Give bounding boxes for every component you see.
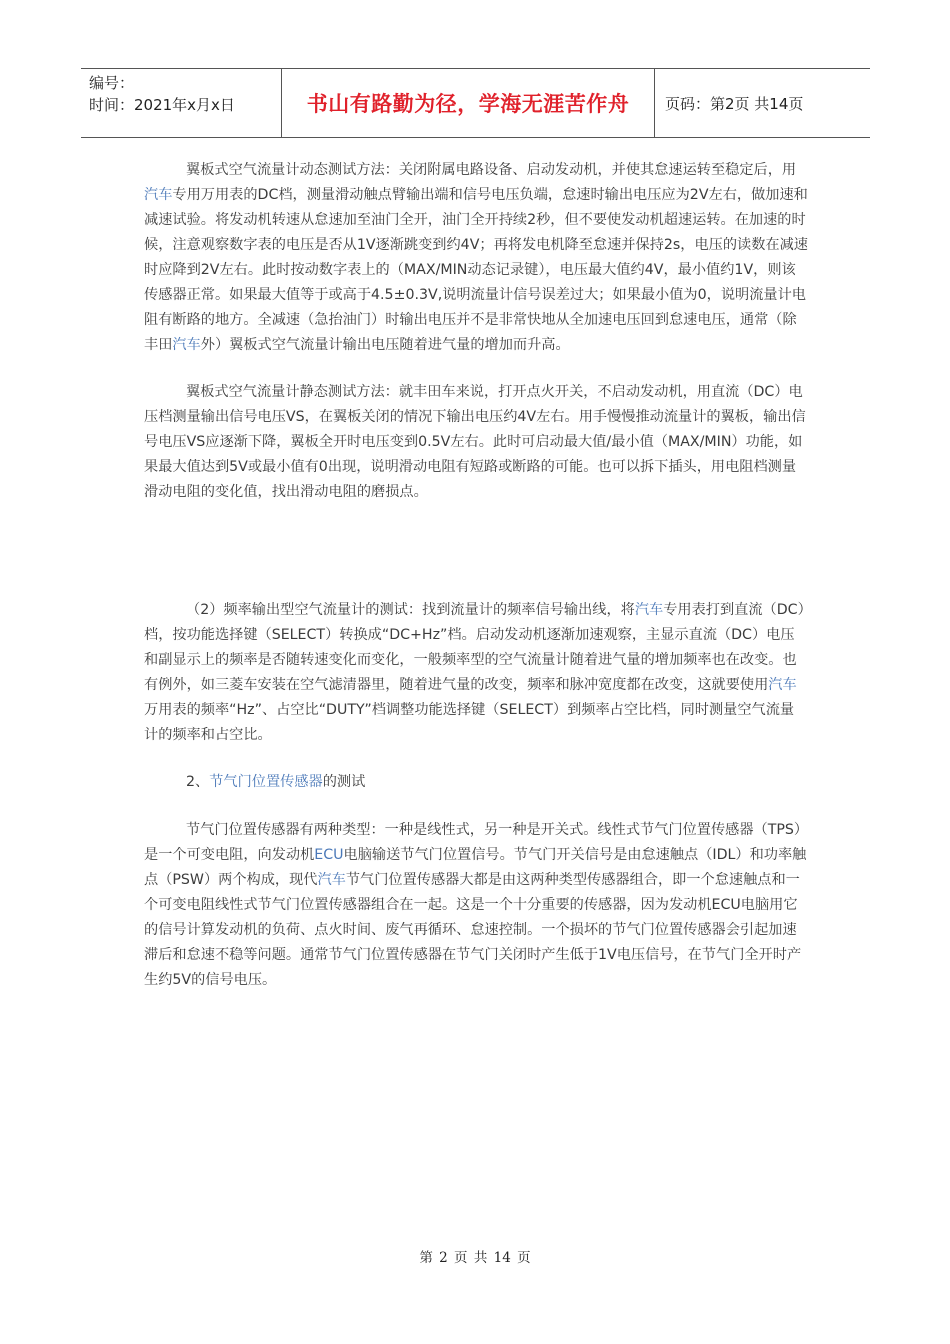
section-heading-tps bbox=[144, 770, 808, 795]
text-run: （2）频率输出型空气流量计的测试：找到流量计的频率信号输出线，将 bbox=[186, 602, 635, 618]
text-run: 节气门位置传感器大都是由这两种类型传感器组合，即一个怠速触点和一个可变电阻线性式节气门位置传感器组合在一起。这是一个十分重要的传感器，因为发动机ECU电脑用它的信号计算发动机的负荷、点火时间、废气再循环、怠速控制。一个损坏的节气门位置传感器会引起加速滞后和怠速不稳等问题。通常节气门位置传感器在节气门关闭时产生低于1V电压信号，在节气门全开时产生约5V的信号电压。 bbox=[144, 872, 802, 988]
paragraph-frequency-test bbox=[144, 598, 808, 748]
link-auto[interactable]: 汽车 bbox=[768, 677, 797, 693]
heading-number: 2、 bbox=[186, 774, 210, 790]
serial-label: 编号： bbox=[89, 74, 135, 92]
paragraph-static-test bbox=[144, 380, 808, 505]
link-auto[interactable]: 汽车 bbox=[317, 872, 346, 888]
footer-word: 第 bbox=[419, 1250, 433, 1266]
text-run: 专用表打到直流（DC）档，按功能选择键（SELECT）转换成“DC+Hz”档。启动发动机逐渐加速观察，主显示直流（DC）电压和副显示上的频率是否随转速变化而变化，一般频率型的空气流量计随着进气量的增加频率也在改变。也有例外，如三菱车安装在空气滤清器里，随着进气量的改变，频率和脉冲宽度都在改变，这就要使用 bbox=[144, 602, 805, 693]
paragraph-dynamic-test bbox=[144, 158, 808, 358]
link-auto[interactable]: 汽车 bbox=[634, 602, 664, 618]
link-auto[interactable]: 汽车 bbox=[172, 337, 201, 353]
header-meta-cell bbox=[81, 69, 282, 137]
page-header bbox=[81, 68, 870, 138]
text-run: 电脑输送节气门位置信号。节气门开关信号是由怠速触点（IDL）和功率触点（PSW）两个构成，现代 bbox=[144, 847, 807, 888]
motto-text: 书山有路勤为径，学海无涯苦作舟 bbox=[306, 92, 630, 116]
link-tps[interactable]: 节气门位置传感器 bbox=[209, 774, 323, 790]
footer-word: 页 bbox=[454, 1250, 468, 1266]
static-test-text: 翼板式空气流量计静态测试方法：就丰田车来说，打开点火开关，不启动发动机，用直流（DC）电压档测量输出信号电压VS，在翼板关闭的情况下输出电压约4V左右。用手慢慢推动流量计的翼板，输出信号电压VS应逐渐下降，翼板全开时电压变到0.5V左右。此时可启动最大值/最小值（MAX/MIN）功能，如果最大值达到5V或最小值有0出现，说明滑动电阻有短路或断路的可能。也可以拆下插头，用电阻档测量滑动电阻的变化值，找出滑动电阻的磨损点。 bbox=[144, 384, 806, 500]
paragraph-tps bbox=[144, 818, 808, 993]
heading-suffix: 的测试 bbox=[322, 774, 366, 790]
footer-word: 页 bbox=[517, 1250, 531, 1266]
text-run: 专用万用表的DC档，测量滑动触点臂输出端和信号电压负端，怠速时输出电压应为2V左右，做加速和减速试验。将发动机转速从怠速加至油门全开，油门全开持续2秒，但不要使发动机超速运转。在加速的时候，注意观察数字表的电压是否从1V逐渐跳变到约4V；再将发电机降至怠速并保持2s，电压的读数在减速时应降到2V左右。此时按动数字表上的（MAX/MIN动态记录键），电压最大值约4V，最小值约1V，则该传感器正常。如果最大值等于或高于4.5±0.3V,说明流量计信号误差过大；如果最小值为0，说明流量计电阻有断路的地方。全减速（急抬油门）时输出电压并不是非常快地从全加速电压回到怠速电压，通常（除丰田 bbox=[144, 187, 808, 353]
date-label: 时间：2021年x月x日 bbox=[89, 96, 235, 114]
footer-page-number: 2 bbox=[439, 1250, 448, 1266]
link-ecu[interactable]: ECU bbox=[314, 847, 344, 863]
page-info: 页码：第2页 共14页 bbox=[665, 94, 804, 113]
page-footer bbox=[0, 1246, 950, 1266]
header-motto-cell bbox=[282, 69, 655, 137]
text-run: 节气门位置传感器有两种类型：一种是线性式，另一种是开关式。线性式节气门位置传感器（TPS）是一个可变电阻，向发动机 bbox=[144, 822, 802, 863]
text-run: 外）翼板式空气流量计输出电压随着进气量的增加而升高。 bbox=[200, 337, 570, 353]
text-run: 万用表的频率“Hz”、占空比“DUTY”档调整功能选择键（SELECT）到频率占空比档，同时测量空气流量计的频率和占空比。 bbox=[144, 702, 795, 743]
footer-word: 共 bbox=[473, 1250, 488, 1266]
footer-page-total: 14 bbox=[493, 1250, 511, 1266]
link-auto[interactable]: 汽车 bbox=[144, 187, 173, 203]
text-run: 翼板式空气流量计动态测试方法：关闭附属电路设备、启动发动机，并使其怠速运转至稳定后，用 bbox=[186, 162, 797, 178]
header-page-cell bbox=[655, 69, 870, 137]
